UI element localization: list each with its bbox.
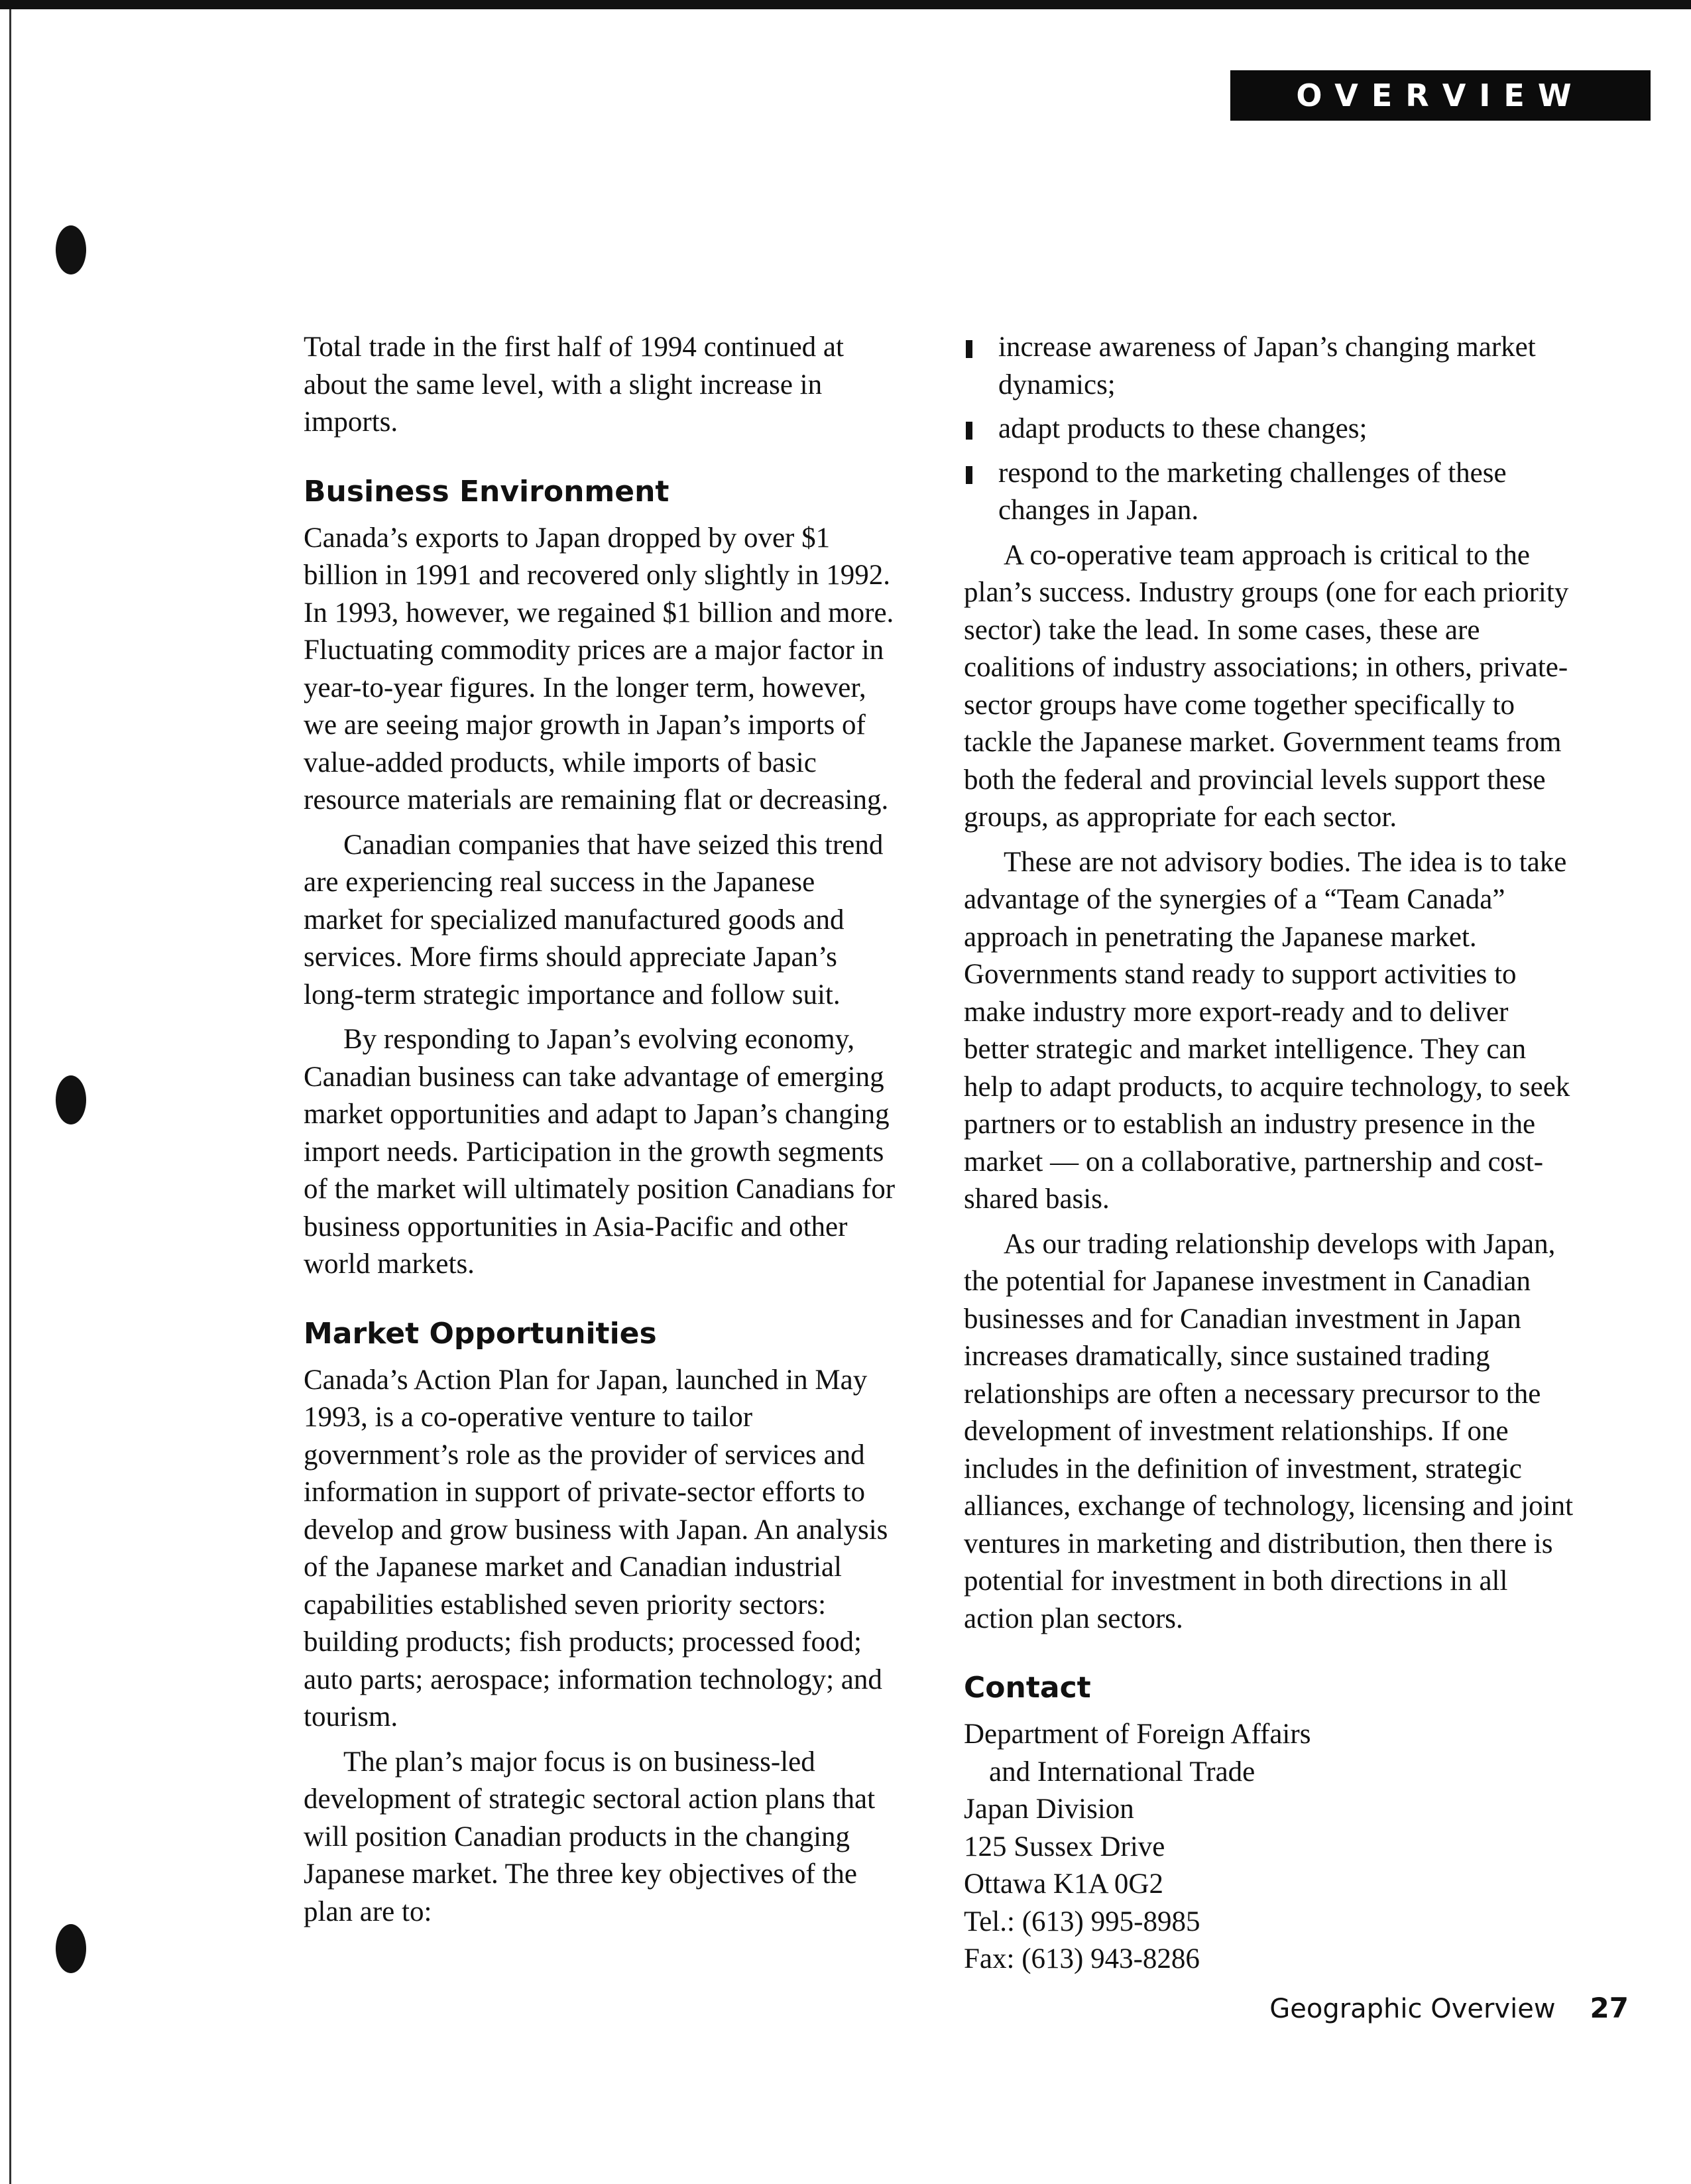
- bullet-icon: [966, 466, 972, 484]
- footer-section-title: Geographic Overview: [1269, 1994, 1556, 2024]
- page-left-edge: [9, 9, 11, 2184]
- objective-text: increase awareness of Japan’s changing market dynamics;: [998, 332, 1536, 400]
- contact-department: Department of Foreign Affairs: [964, 1719, 1311, 1750]
- contact-department-continued: and International Trade: [989, 1756, 1255, 1788]
- contact-fax: Fax: (613) 943-8286: [964, 1943, 1200, 1974]
- intro-paragraph: Total trade in the first half of 1994 continued at about the same level, with a slight increase in imports.: [304, 332, 844, 438]
- list-item: [964, 329, 1574, 404]
- contact-address: [964, 1716, 1574, 1978]
- contact-division: Japan Division: [964, 1793, 1134, 1825]
- binder-hole-middle: [56, 1075, 86, 1124]
- body-paragraph: A co-operative team approach is critical to the plan’s success. Industry groups (one for each priority sector) take the lead. In some cases, these are coalitions of industry associations; in others, private-sector groups have come together specifically to tackle the Japanese market. Government teams from both the federal and provincial levels support these groups, as appropriate for each sector.: [964, 539, 1569, 833]
- contact-telephone: Tel.: (613) 995-8985: [964, 1906, 1200, 1937]
- section-header-banner: OVERVIEW: [1230, 70, 1651, 121]
- body-paragraph: These are not advisory bodies. The idea is to take advantage of the synergies of a “Team Canada” approach in penetrating the Japanese market. Governments stand ready to support activities to make industry more export-ready and to deliver better strategic and market intelligence. They can help to adapt products, to acquire technology, to seek partners or to establish an industry presence in the market — on a collaborative, partnership and cost-shared basis.: [964, 846, 1570, 1215]
- market-opportunities-heading: Market Opportunities: [304, 1316, 657, 1351]
- right-column: [964, 329, 1574, 1978]
- body-paragraph: As our trading relationship develops with Japan, the potential for Japanese investment in Canadian businesses and for Canadian investment in Japan increases dramatically, since sustained trading relationships are often a necessary precursor to the development of investment relationships. If one includes in the definition of investment, strategic alliances, exchange of technology, licensing and joint ventures in marketing and distribution, then there is potential for investment in both directions in all action plan sectors.: [964, 1228, 1574, 1634]
- binder-hole-top: [56, 225, 86, 274]
- objectives-list: [964, 329, 1574, 530]
- bullet-icon: [966, 422, 972, 440]
- contact-street: 125 Sussex Drive: [964, 1831, 1165, 1862]
- business-environment-paragraph: Canada’s exports to Japan dropped by over $1 billion in 1991 and recovered only slightly in 1992. In 1993, however, we regained $1 billion and more. Fluctuating commodity prices are a major factor in year-to-year figures. In the longer term, however, we are seeing major growth in Japan’s imports of value-added products, while imports of basic resource materials are remaining flat or decreasing.: [304, 522, 894, 816]
- page-number: 27: [1590, 1992, 1629, 2024]
- list-item: [964, 410, 1574, 448]
- binder-hole-bottom: [56, 1924, 86, 1973]
- left-column: [304, 329, 900, 1938]
- business-environment-heading: Business Environment: [304, 474, 670, 509]
- objective-text: adapt products to these changes;: [998, 413, 1368, 444]
- contact-heading: Contact: [964, 1671, 1091, 1705]
- top-edge-rule: [0, 0, 1691, 9]
- bullet-icon: [966, 340, 972, 358]
- business-environment-paragraph: Canadian companies that have seized this trend are experiencing real success in the Japanese market for specialized manufactured goods and services. More firms should appreciate Japan’s long-term strategic importance and follow suit.: [304, 829, 884, 1010]
- list-item: [964, 455, 1574, 530]
- objective-text: respond to the marketing challenges of these changes in Japan.: [998, 457, 1507, 526]
- business-environment-paragraph: By responding to Japan’s evolving economy, Canadian business can take advantage of emerging market opportunities and adapt to Japan’s changing import needs. Participation in the growth segments of the market will ultimately position Canadians for business opportunities in Asia-Pacific and other world markets.: [304, 1024, 896, 1280]
- page-footer: [1269, 1992, 1629, 2024]
- market-opportunities-paragraph: Canada’s Action Plan for Japan, launched in May 1993, is a co-operative venture to tailor government’s role as the provider of services and information in support of private-sector efforts to develop and grow business with Japan. An analysis of the Japanese market and Canadian industrial capabilities established seven priority sectors: building products; fish products; processed food; auto parts; aerospace; information technology; and tourism.: [304, 1364, 888, 1732]
- contact-city: Ottawa K1A 0G2: [964, 1868, 1163, 1900]
- market-opportunities-paragraph: The plan’s major focus is on business-led development of strategic sectoral action plans that will position Canadian products in the changing Japanese market. The three key objectives of the plan are to:: [304, 1746, 876, 1927]
